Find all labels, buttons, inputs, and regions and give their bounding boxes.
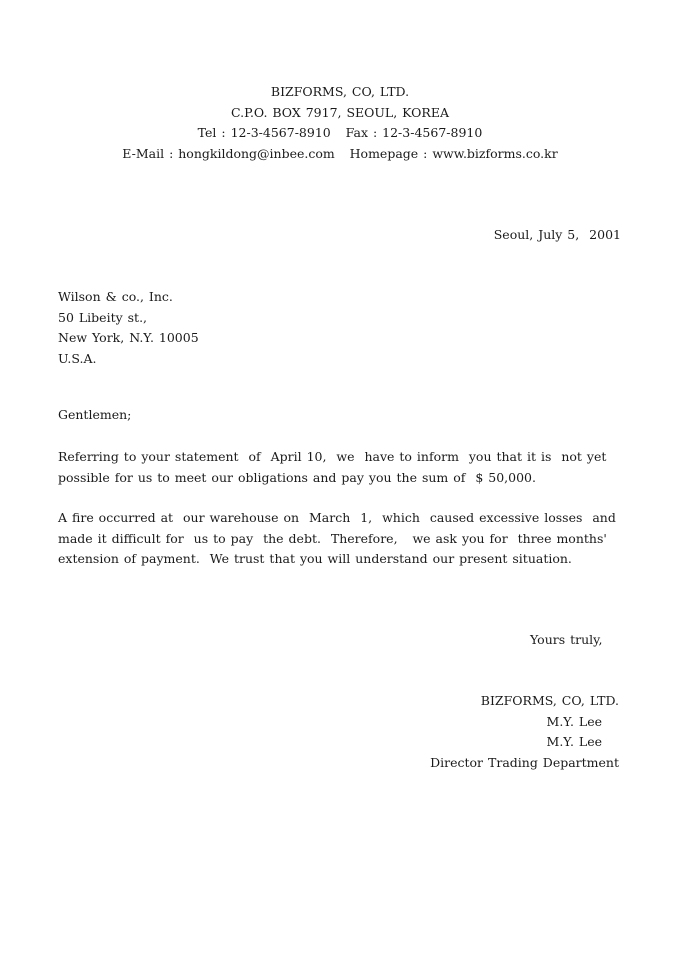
body-line: A fire occurred at our warehouse on March 1, which caused excessive losses and xyxy=(58,510,616,525)
body-line: Referring to your statement of April 10, we have to inform you that it is not yet xyxy=(58,449,607,464)
signature-name: M.Y. Lee xyxy=(546,713,602,729)
letterhead xyxy=(0,82,680,164)
recipient-address xyxy=(58,287,199,369)
recipient-line: New York, N.Y. 10005 xyxy=(58,330,199,345)
body-paragraph-2 xyxy=(58,508,618,570)
letter-date: Seoul, July 5, 2001 xyxy=(493,227,621,242)
closing: Yours truly, xyxy=(530,632,603,647)
letterhead-address: C.P.O. BOX 7917, SEOUL, KOREA xyxy=(230,104,449,120)
recipient-line: U.S.A. xyxy=(58,350,97,366)
letterhead-email-web: E-Mail : hongkildong@inbee.com Homepage : www.bizforms.co.kr xyxy=(122,145,558,161)
salutation: Gentlemen; xyxy=(58,407,132,422)
letterhead-phone-fax: Tel : 12-3-4567-8910 Fax : 12-3-4567-8910 xyxy=(197,125,483,140)
body-line: extension of payment. We trust that you will understand our present situation. xyxy=(58,551,572,566)
signature-name: M.Y. Lee xyxy=(546,734,602,749)
signature-title: Director Trading Department xyxy=(430,754,619,770)
recipient-line: Wilson & co., Inc. xyxy=(58,289,173,304)
signature-company: BIZFORMS, CO, LTD. xyxy=(480,693,619,708)
signature-block xyxy=(379,691,619,773)
body-line: possible for us to meet our obligations and pay you the sum of $ 50,000. xyxy=(58,469,536,485)
letterhead-company: BIZFORMS, CO, LTD. xyxy=(270,84,410,99)
recipient-line: 50 Libeity st., xyxy=(58,309,148,325)
body-line: made it difficult for us to pay the debt. Therefore, we ask you for three months' xyxy=(58,530,607,546)
body-paragraph-1 xyxy=(58,447,618,488)
